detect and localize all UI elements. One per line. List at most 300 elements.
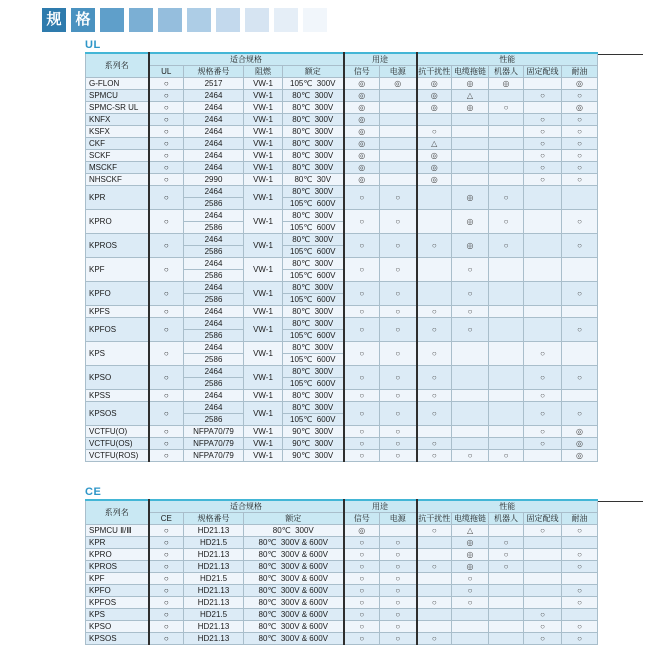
rating-cell: 80℃ 300V (283, 402, 344, 414)
rating-cell: 80℃ 300V (283, 114, 344, 126)
header-group-row (86, 500, 598, 513)
mark-cell: ○ (452, 573, 489, 585)
flame-cell: VW-1 (244, 186, 283, 210)
column-header: 电源 (380, 513, 417, 525)
mark-cell: ○ (344, 609, 380, 621)
mark-cell: ○ (344, 450, 380, 462)
mark-cell: ○ (489, 210, 524, 234)
mark-cell: ○ (380, 561, 417, 573)
rating-cell: 105℃ 600V (283, 330, 344, 342)
mark-cell: △ (417, 138, 452, 150)
series-name-cell: KPFOS (86, 597, 149, 609)
mark-cell (489, 282, 524, 306)
mark-cell: ○ (344, 186, 380, 210)
mark-cell: ○ (562, 126, 598, 138)
series-column-header: 系列名 (86, 53, 149, 78)
approval-cell: ○ (149, 210, 184, 234)
approval-cell: ○ (149, 138, 184, 150)
mark-cell: ○ (344, 537, 380, 549)
series-name-cell: KPSO (86, 621, 149, 633)
series-name-cell: VCTFU(ROS) (86, 450, 149, 462)
flame-cell: VW-1 (244, 162, 283, 174)
mark-cell: ○ (562, 282, 598, 306)
spec-number-cell: 2464 (184, 258, 244, 270)
column-header: 规格番号 (184, 66, 244, 78)
table-row (86, 186, 598, 198)
approval-cell: ○ (149, 585, 184, 597)
mark-cell: ○ (524, 138, 562, 150)
group-header: 性能 (417, 500, 598, 513)
column-header: 电源 (380, 66, 417, 78)
approval-cell: ○ (149, 537, 184, 549)
mark-cell (524, 282, 562, 306)
mark-cell: ○ (524, 390, 562, 402)
mark-cell: ○ (452, 282, 489, 306)
rating-cell: 80℃ 300V (283, 138, 344, 150)
rating-cell: 80℃ 300V & 600V (244, 573, 344, 585)
mark-cell: ○ (380, 573, 417, 585)
ce-spec-table (85, 499, 598, 645)
mark-cell: ○ (562, 234, 598, 258)
mark-cell: ○ (562, 174, 598, 186)
series-name-cell: CKF (86, 138, 149, 150)
column-header: 规格番号 (184, 513, 244, 525)
series-name-cell: KPSO (86, 366, 149, 390)
flame-cell: VW-1 (244, 366, 283, 390)
mark-cell: ○ (380, 306, 417, 318)
mark-cell: ○ (489, 186, 524, 210)
mark-cell (452, 609, 489, 621)
mark-cell (524, 102, 562, 114)
mark-cell (489, 573, 524, 585)
table-row (86, 150, 598, 162)
spec-number-cell: 2464 (184, 162, 244, 174)
mark-cell: ○ (562, 210, 598, 234)
mark-cell: ◎ (344, 78, 380, 90)
series-name-cell: VCTFU(OS) (86, 438, 149, 450)
rating-cell: 80℃ 300V (283, 342, 344, 354)
mark-cell: △ (452, 90, 489, 102)
mark-cell (380, 162, 417, 174)
spec-number-cell: 2464 (184, 234, 244, 246)
series-name-cell: VCTFU(O) (86, 426, 149, 438)
column-header: 抗干扰性 (418, 514, 451, 523)
rating-cell: 80℃ 300V & 600V (244, 609, 344, 621)
spec-number-cell: 2464 (184, 342, 244, 354)
column-header: 阻燃 (244, 66, 283, 78)
group-header: 用途 (344, 53, 417, 66)
flame-cell: VW-1 (244, 258, 283, 282)
series-name-cell: KNFX (86, 114, 149, 126)
ul-spec-table (85, 52, 598, 462)
mark-cell: ◎ (452, 561, 489, 573)
mark-cell (452, 126, 489, 138)
mark-cell: ○ (417, 234, 452, 258)
mark-cell: ○ (344, 210, 380, 234)
mark-cell: ○ (562, 549, 598, 561)
mark-cell (380, 126, 417, 138)
spec-number-cell: HD21.13 (184, 597, 244, 609)
rating-cell: 80℃ 300V & 600V (244, 549, 344, 561)
mark-cell (562, 186, 598, 210)
mark-cell: ○ (562, 90, 598, 102)
mark-cell: ○ (417, 402, 452, 426)
mark-cell: ○ (344, 597, 380, 609)
mark-cell: ○ (417, 438, 452, 450)
mark-cell: ○ (524, 609, 562, 621)
spec-number-cell: 2464 (184, 138, 244, 150)
flame-cell: VW-1 (244, 390, 283, 402)
column-header: 耐油 (562, 66, 598, 78)
column-header: 耐油 (562, 513, 598, 525)
rating-cell: 105℃ 600V (283, 222, 344, 234)
flame-cell: VW-1 (244, 90, 283, 102)
table-row (86, 114, 598, 126)
table-row (86, 573, 598, 585)
rating-cell: 80℃ 300V (283, 282, 344, 294)
approval-cell: ○ (149, 450, 184, 462)
rating-cell: 80℃ 300V (283, 318, 344, 330)
mark-cell (524, 234, 562, 258)
mark-cell (524, 585, 562, 597)
mark-cell (524, 597, 562, 609)
series-name-cell: KPSS (86, 390, 149, 402)
spec-number-cell: NFPA70/79 (184, 438, 244, 450)
mark-cell (524, 573, 562, 585)
mark-cell: ○ (344, 282, 380, 306)
rating-cell: 80℃ 300V (283, 90, 344, 102)
table-row (86, 102, 598, 114)
mark-cell: ○ (380, 438, 417, 450)
page-title (42, 8, 327, 32)
mark-cell: ○ (344, 585, 380, 597)
mark-cell (489, 426, 524, 438)
mark-cell (489, 621, 524, 633)
mark-cell: ◎ (452, 549, 489, 561)
spec-number-cell: 2464 (184, 366, 244, 378)
rating-cell: 80℃ 300V (283, 186, 344, 198)
mark-cell (452, 621, 489, 633)
mark-cell: ○ (524, 621, 562, 633)
series-name-cell: NHSCKF (86, 174, 149, 186)
column-header: 信号 (344, 513, 380, 525)
rating-cell: 105℃ 600V (283, 270, 344, 282)
mark-cell: ◎ (344, 114, 380, 126)
approval-cell: ○ (149, 390, 184, 402)
mark-cell: ○ (524, 402, 562, 426)
mark-cell (380, 102, 417, 114)
mark-cell (562, 342, 598, 366)
approval-cell: ○ (149, 114, 184, 126)
spec-number-cell: 2464 (184, 210, 244, 222)
flame-cell: VW-1 (244, 342, 283, 366)
approval-cell: ○ (149, 318, 184, 342)
series-name-cell: KPSOS (86, 402, 149, 426)
mark-cell: ○ (562, 633, 598, 645)
series-name-cell: KPROS (86, 561, 149, 573)
mark-cell: ◎ (344, 525, 380, 537)
table-row (86, 306, 598, 318)
series-name-cell: KPRO (86, 210, 149, 234)
approval-cell: ○ (149, 174, 184, 186)
mark-cell: ◎ (417, 150, 452, 162)
mark-cell (417, 621, 452, 633)
flame-cell: VW-1 (244, 174, 283, 186)
mark-cell: ○ (344, 390, 380, 402)
rating-cell: 90℃ 300V (283, 450, 344, 462)
mark-cell: ◎ (562, 102, 598, 114)
mark-cell (489, 114, 524, 126)
spec-number-cell: 2464 (184, 126, 244, 138)
flame-cell: VW-1 (244, 126, 283, 138)
spec-number-cell: HD21.5 (184, 573, 244, 585)
title-decor-square (245, 8, 269, 32)
mark-cell: ◎ (417, 102, 452, 114)
mark-cell (489, 162, 524, 174)
approval-cell: ○ (149, 234, 184, 258)
rating-cell: 105℃ 600V (283, 378, 344, 390)
title-decor-square (303, 8, 327, 32)
mark-cell: ○ (489, 234, 524, 258)
mark-cell (489, 633, 524, 645)
mark-cell: ○ (380, 609, 417, 621)
column-header: CE (149, 513, 184, 525)
mark-cell: ○ (380, 597, 417, 609)
flame-cell: VW-1 (244, 438, 283, 450)
mark-cell (380, 525, 417, 537)
spec-number-cell: 2586 (184, 354, 244, 366)
flame-cell: VW-1 (244, 426, 283, 438)
rating-cell: 105℃ 600V (283, 246, 344, 258)
flame-cell: VW-1 (244, 306, 283, 318)
series-name-cell: KPFO (86, 585, 149, 597)
mark-cell: ○ (417, 390, 452, 402)
approval-cell: ○ (149, 633, 184, 645)
mark-cell: ○ (344, 549, 380, 561)
mark-cell (562, 537, 598, 549)
mark-cell (417, 258, 452, 282)
table-row (86, 549, 598, 561)
mark-cell (452, 633, 489, 645)
mark-cell: ○ (417, 597, 452, 609)
mark-cell (562, 258, 598, 282)
column-header: 抗干扰性 (418, 67, 451, 76)
spec-number-cell: HD21.13 (184, 585, 244, 597)
table-row (86, 537, 598, 549)
approval-cell: ○ (149, 186, 184, 210)
mark-cell (524, 318, 562, 342)
mark-cell: ○ (562, 114, 598, 126)
rating-cell: 90℃ 300V (283, 438, 344, 450)
mark-cell (417, 114, 452, 126)
mark-cell: ○ (344, 366, 380, 390)
approval-cell: ○ (149, 258, 184, 282)
series-name-cell: KSFX (86, 126, 149, 138)
title-char-square: 规 (42, 8, 66, 32)
mark-cell (489, 318, 524, 342)
rating-cell: 80℃ 300V (283, 150, 344, 162)
mark-cell (452, 390, 489, 402)
column-header: 电缆拖链 (452, 513, 489, 525)
table-row (86, 78, 598, 90)
series-name-cell: SPMCU Ⅱ/Ⅲ (86, 525, 149, 537)
series-name-cell: KPF (86, 573, 149, 585)
mark-cell (562, 390, 598, 402)
mark-cell (452, 438, 489, 450)
mark-cell: ◎ (344, 126, 380, 138)
approval-cell: ○ (149, 78, 184, 90)
mark-cell: ○ (344, 633, 380, 645)
approval-cell: ○ (149, 126, 184, 138)
mark-cell: ○ (417, 450, 452, 462)
approval-cell: ○ (149, 102, 184, 114)
flame-cell: VW-1 (244, 138, 283, 150)
table-row (86, 258, 598, 270)
flame-cell: VW-1 (244, 402, 283, 426)
mark-cell: ○ (380, 537, 417, 549)
mark-cell (489, 258, 524, 282)
spec-number-cell: 2586 (184, 330, 244, 342)
mark-cell: ○ (524, 525, 562, 537)
table-row (86, 210, 598, 222)
mark-cell (380, 90, 417, 102)
mark-cell: ○ (562, 585, 598, 597)
group-header: 用途 (344, 500, 417, 513)
mark-cell: ○ (524, 438, 562, 450)
mark-cell: ○ (452, 597, 489, 609)
mark-cell: ○ (562, 621, 598, 633)
column-header: 固定配线 (524, 513, 562, 525)
mark-cell: ○ (380, 450, 417, 462)
mark-cell: ○ (380, 621, 417, 633)
table-row (86, 366, 598, 378)
spec-number-cell: 2586 (184, 414, 244, 426)
approval-cell: ○ (149, 525, 184, 537)
table-row (86, 126, 598, 138)
flame-cell: VW-1 (244, 282, 283, 306)
mark-cell: ◎ (417, 174, 452, 186)
mark-cell (452, 342, 489, 366)
flame-cell: VW-1 (244, 114, 283, 126)
mark-cell (489, 438, 524, 450)
rating-cell: 105℃ 600V (283, 414, 344, 426)
mark-cell (417, 537, 452, 549)
mark-cell: ◎ (380, 78, 417, 90)
mark-cell: ◎ (452, 234, 489, 258)
mark-cell (524, 549, 562, 561)
mark-cell: ◎ (452, 186, 489, 210)
series-name-cell: KPFS (86, 306, 149, 318)
table-row (86, 597, 598, 609)
spec-number-cell: 2586 (184, 222, 244, 234)
mark-cell: ○ (380, 366, 417, 390)
table-row (86, 138, 598, 150)
table-row (86, 90, 598, 102)
mark-cell (562, 609, 598, 621)
mark-cell: ◎ (417, 78, 452, 90)
mark-cell: ○ (380, 390, 417, 402)
spec-number-cell: HD21.13 (184, 633, 244, 645)
mark-cell: ○ (417, 126, 452, 138)
mark-cell (452, 174, 489, 186)
table-row (86, 342, 598, 354)
mark-cell (489, 306, 524, 318)
mark-cell (489, 150, 524, 162)
mark-cell: ○ (489, 561, 524, 573)
rating-cell: 80℃ 300V & 600V (244, 633, 344, 645)
mark-cell: ◎ (344, 90, 380, 102)
rating-cell: 105℃ 600V (283, 354, 344, 366)
mark-cell (417, 573, 452, 585)
mark-cell: ◎ (562, 78, 598, 90)
rating-cell: 80℃ 300V (283, 390, 344, 402)
mark-cell (489, 342, 524, 366)
mark-cell: ○ (380, 210, 417, 234)
table-row (86, 525, 598, 537)
table-row (86, 561, 598, 573)
mark-cell (417, 549, 452, 561)
mark-cell: ○ (452, 318, 489, 342)
mark-cell (417, 210, 452, 234)
spec-number-cell: 2586 (184, 270, 244, 282)
mark-cell: ○ (344, 306, 380, 318)
mark-cell: ◎ (452, 537, 489, 549)
mark-cell: ○ (380, 402, 417, 426)
mark-cell: ○ (562, 402, 598, 426)
rating-cell: 80℃ 300V & 600V (244, 621, 344, 633)
mark-cell: ○ (524, 174, 562, 186)
mark-cell (380, 114, 417, 126)
mark-cell: ○ (489, 450, 524, 462)
mark-cell: ○ (380, 585, 417, 597)
mark-cell (452, 162, 489, 174)
mark-cell: ○ (452, 258, 489, 282)
table-row (86, 585, 598, 597)
mark-cell: ◎ (344, 174, 380, 186)
table-row (86, 282, 598, 294)
mark-cell: ○ (524, 426, 562, 438)
mark-cell: ○ (380, 282, 417, 306)
section-label-ce: CE (85, 486, 102, 498)
rating-cell: 80℃ 300V (283, 126, 344, 138)
column-header: 机器人 (489, 66, 524, 78)
spec-number-cell: 2464 (184, 102, 244, 114)
series-name-cell: KPR (86, 186, 149, 210)
spec-number-cell: 2464 (184, 390, 244, 402)
mark-cell (524, 537, 562, 549)
mark-cell (524, 258, 562, 282)
mark-cell (489, 390, 524, 402)
rating-cell: 80℃ 300V & 600V (244, 585, 344, 597)
approval-cell: ○ (149, 573, 184, 585)
title-decor-square (100, 8, 124, 32)
column-header: 额定 (244, 513, 344, 525)
mark-cell: ◎ (562, 438, 598, 450)
mark-cell: ○ (562, 597, 598, 609)
series-name-cell: KPS (86, 342, 149, 366)
approval-cell: ○ (149, 597, 184, 609)
title-char-square: 格 (71, 8, 95, 32)
approval-cell: ○ (149, 438, 184, 450)
spec-number-cell: HD21.5 (184, 609, 244, 621)
title-decor-square (216, 8, 240, 32)
mark-cell (489, 597, 524, 609)
group-header: 适合规格 (149, 500, 344, 513)
rating-cell: 80℃ 300V (283, 210, 344, 222)
mark-cell: ○ (344, 342, 380, 366)
mark-cell (489, 402, 524, 426)
mark-cell (489, 126, 524, 138)
